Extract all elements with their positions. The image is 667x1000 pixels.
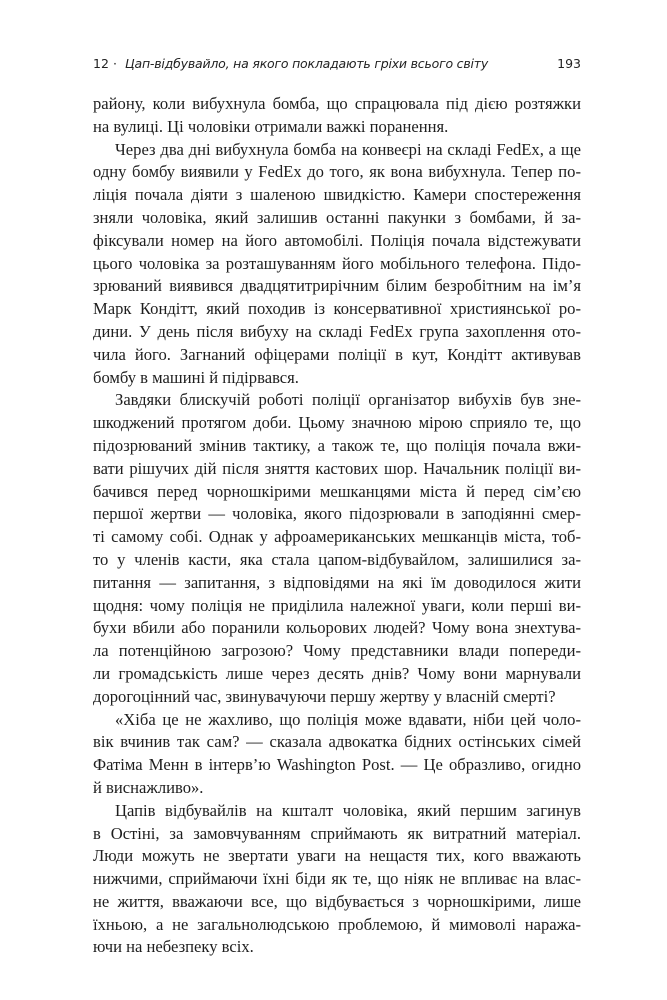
text-line: Люди можуть не звертати уваги на нещастя тих, кого вважають — [93, 846, 581, 866]
text-line: їхньою, а не загальнолюдською проблемою, й мимоволі наража- — [93, 914, 581, 934]
text-line: цього чоловіка за розташуванням його мобільного телефона. Підо- — [93, 253, 581, 273]
text-line: бомбу в машині й підірвався. — [93, 367, 299, 387]
text-line: бухи вбили або поранили кольорових людей? Чому вона знехтува- — [93, 618, 581, 638]
chapter-number: 12 — [93, 56, 109, 71]
text-line: вік вчинив так сам? — сказала адвокатка бідних остінських сімей — [93, 732, 581, 752]
text-line: фіксували номер на його автомобілі. Поліція почала відстежувати — [93, 230, 581, 250]
text-line: дини. У день після вибуху на складі FedEx група захоплення ото- — [93, 321, 581, 341]
text-line: зняли чоловіка, який залишив останні пакунки з бомбами, й за- — [93, 207, 581, 227]
text-line: питання — запитання, з відповідями на які їм доводилося жити — [93, 572, 581, 592]
text-line: бачився перед чорношкірими мешканцями міста й перед сім’єю — [93, 481, 581, 501]
text-line: не життя, вважаючи все, що відбувається з чорношкірими, лише — [93, 891, 581, 911]
text-line: зрюваний виявився двадцятитрирічним білим безробітним на ім’я — [93, 276, 581, 296]
text-line: на вулиці. Ці чоловіки отримали важкі поранення. — [93, 116, 449, 136]
text-line: в Остіні, за замовчуванням сприймають як витратний матеріал. — [93, 823, 581, 843]
text-line: то у членів касти, яка стала цапом-відбувайлом, залишилися за- — [93, 549, 581, 569]
text-line: одну бомбу виявили у FedEx до того, як вона вибухнула. Тепер по- — [93, 162, 581, 182]
text-line: нижчими, сприймаючи їхні біди як те, що ніяк не впливає на влас- — [93, 869, 581, 889]
page-number: 193 — [557, 56, 581, 71]
text-line: й виснажливо». — [93, 777, 204, 797]
text-line: Марк Кондітт, який походив із консервативної християнської ро- — [93, 299, 581, 319]
text-line: Фатіма Менн в інтерв’ю Washington Post. — Це образливо, огидно — [93, 755, 581, 775]
separator-dot: · — [113, 56, 117, 71]
text-line: щодня: чому поліція не приділила належної уваги, коли перші ви- — [93, 595, 581, 615]
text-line: шкоджений протягом доби. Цьому значною мірою сприяло те, що — [93, 413, 581, 433]
text-line: «Хіба це не жахливо, що поліція може вдавати, ніби цей чоло- — [115, 709, 581, 729]
text-line: Завдяки блискучій роботі поліції організатор вибухів був зне- — [115, 390, 581, 410]
text-line: Цапів відбувайлів на кшталт чоловіка, який першим загинув — [115, 800, 581, 820]
chapter-title: Цап-відбувайло, на якого покладають гріхи всього світу — [125, 56, 489, 71]
text-line: ли громадськість лише через десять днів? Чому вони марнували — [93, 663, 581, 683]
text-line: вати рішучих дій після зняття кастових шор. Начальник поліції ви- — [93, 458, 581, 478]
running-head — [93, 56, 581, 74]
text-line: району, коли вибухнула бомба, що спрацювала під дією розтяжки — [93, 94, 581, 113]
text-line: ті самому собі. Однак у афроамериканських мешканців міста, тоб- — [93, 527, 581, 547]
text-line: ючи на небезпеку всіх. — [93, 937, 254, 957]
text-line: дорогоцінний час, звинувачуючи першу жертву у власній смерті? — [93, 686, 556, 706]
text-line: першої жертви — чоловіка, якого підозрювали в заподіянні смер- — [93, 504, 581, 524]
text-line: ліція почала діяти з шаленою швидкістю. Камери спостереження — [93, 185, 581, 205]
text-line: Через два дні вибухнула бомба на конвеєрі на складі FedEx, а ще — [115, 139, 581, 159]
text-line: чила його. Загнаний офіцерами поліції в кут, Кондітт активував — [93, 344, 581, 364]
text-line: ла потенційною загрозою? Чому представники влади попереди- — [93, 641, 581, 661]
text-line: підозрюваний змінив тактику, а також те, що поліція почала вжи- — [93, 435, 581, 455]
body-text — [93, 93, 581, 959]
